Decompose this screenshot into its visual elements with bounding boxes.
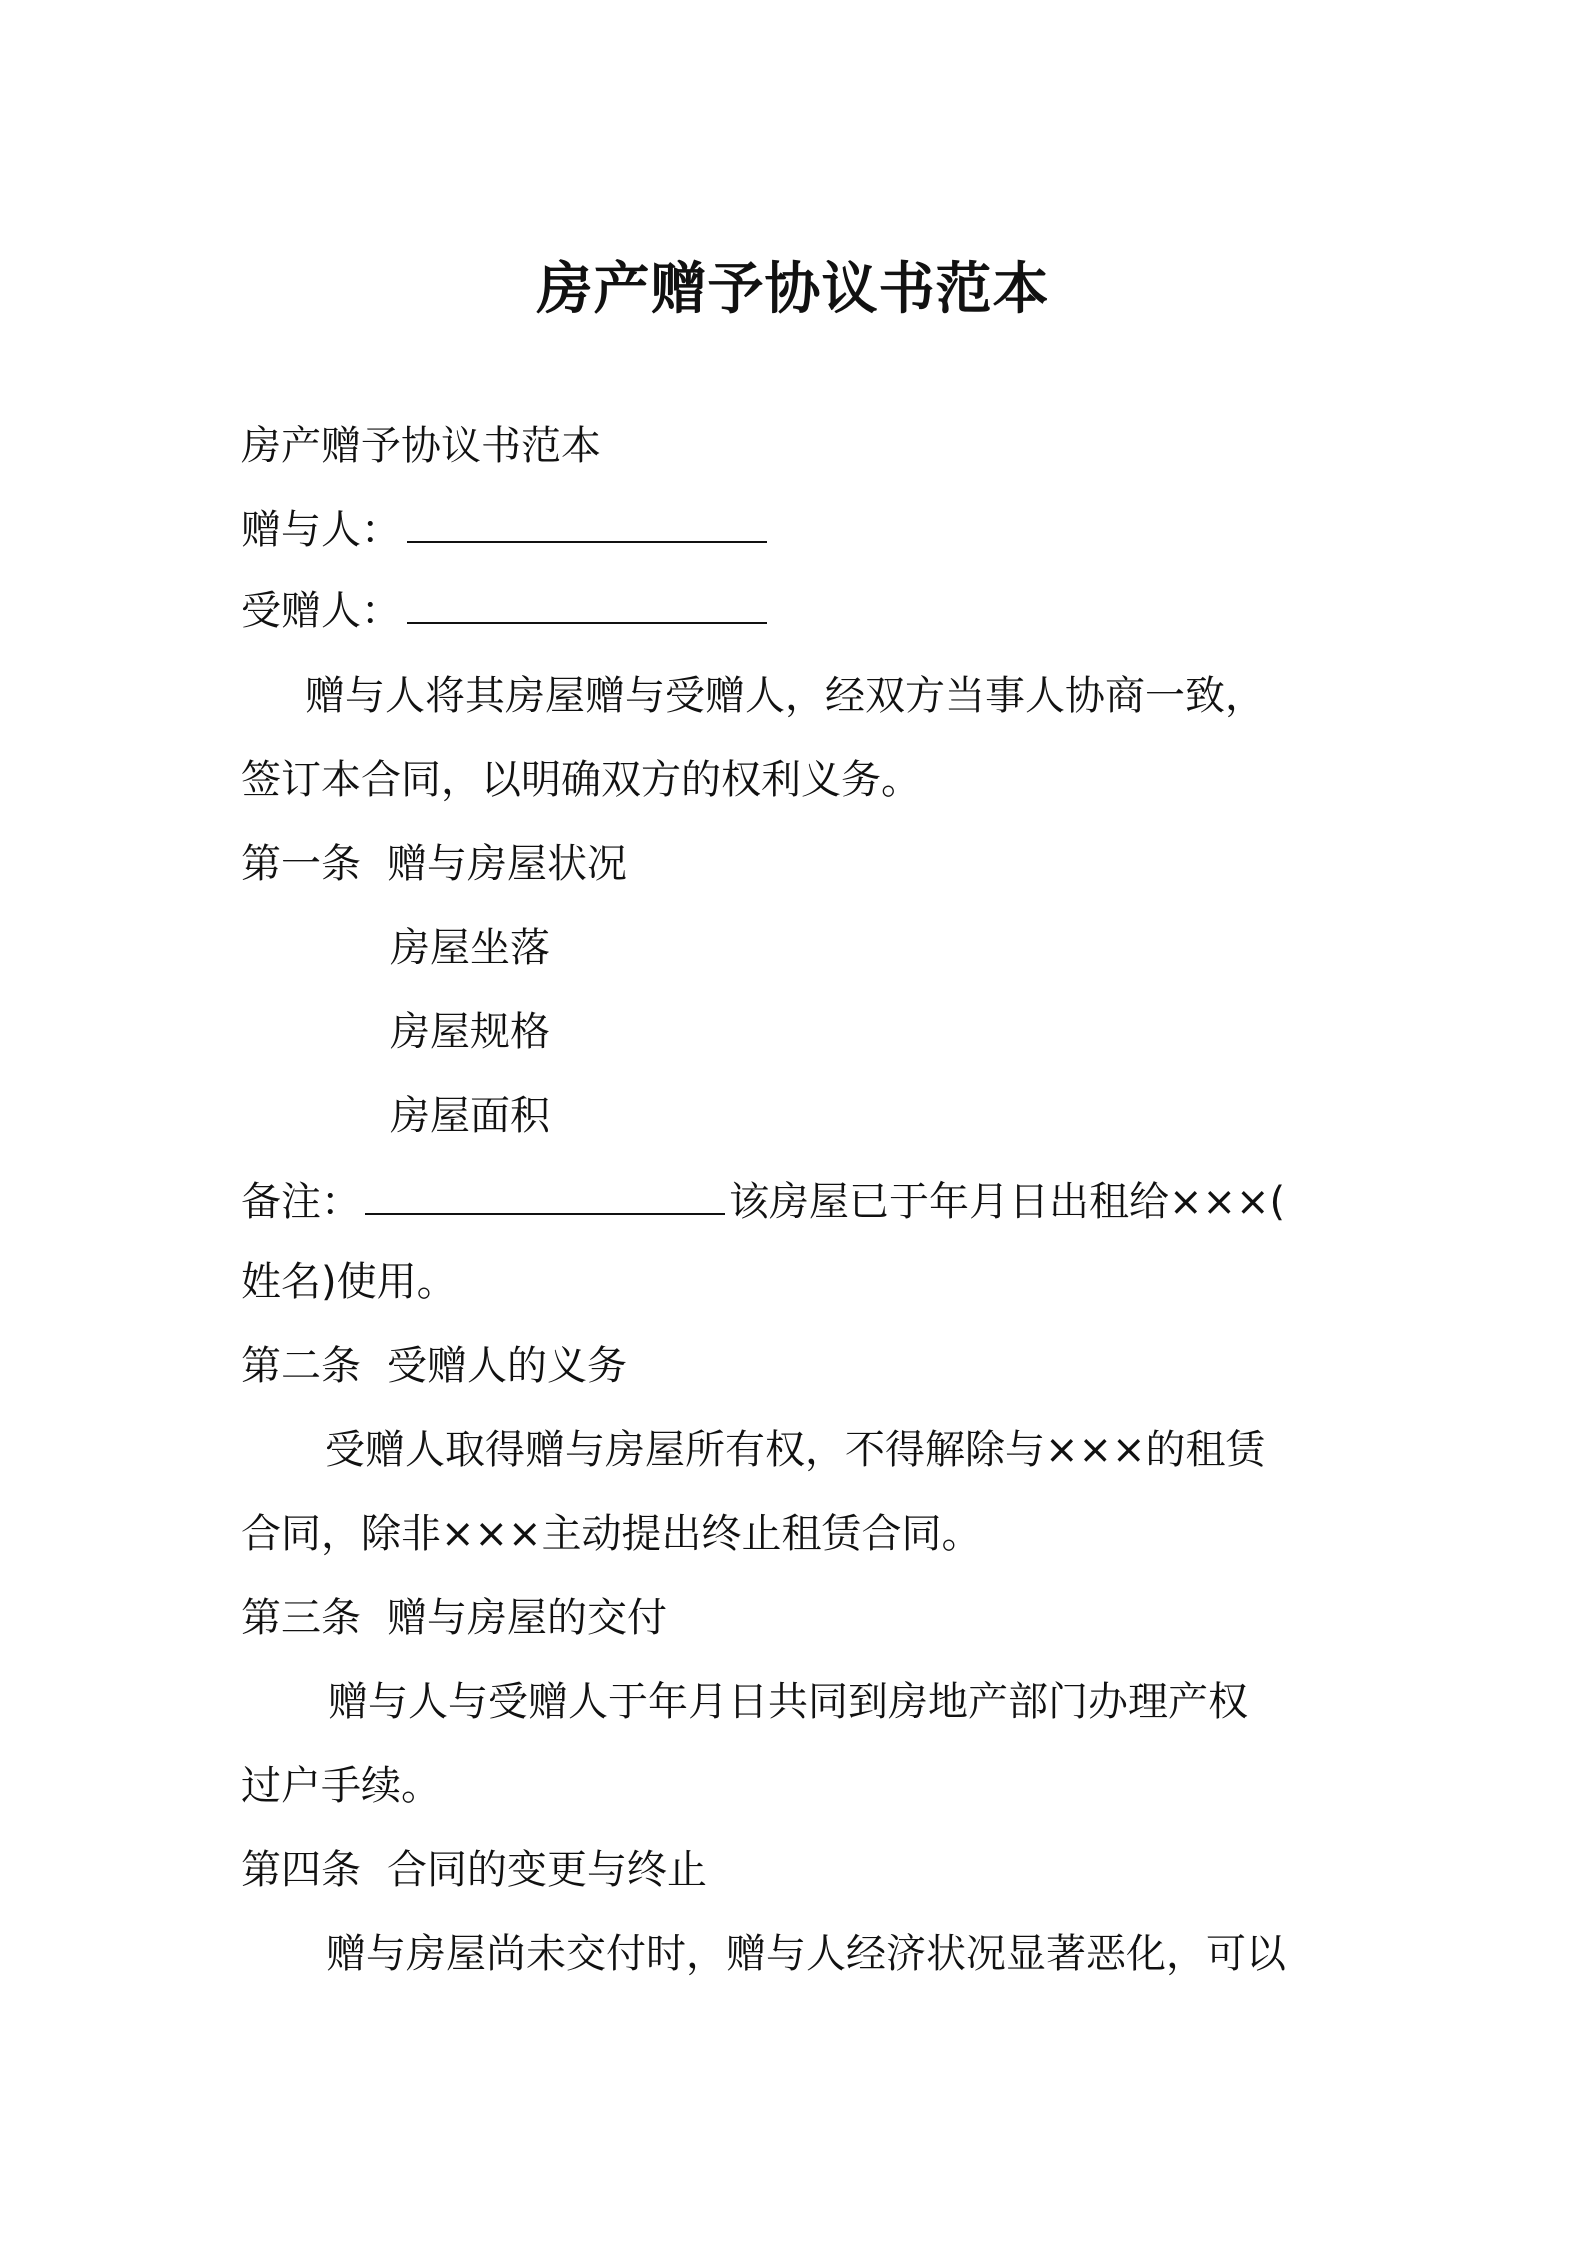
article-2-line-1: 受赠人取得赠与房屋所有权，不得解除与×××的租赁 [325, 1427, 1266, 1473]
article-2-title: 受赠人的义务 [387, 1343, 627, 1389]
article-4-heading [241, 1842, 707, 1898]
article-2-line-2: 合同，除非×××主动提出终止租赁合同。 [241, 1511, 982, 1557]
note-label: 备注： [241, 1179, 361, 1225]
donor-label: 赠与人： [241, 507, 401, 553]
article-2-number: 第二条 [241, 1343, 361, 1389]
article-3-title: 赠与房屋的交付 [387, 1595, 667, 1641]
donee-line [241, 583, 767, 639]
article-3-line-2: 过户手续。 [241, 1763, 441, 1809]
document-subtitle: 房产赠予协议书范本 [241, 423, 601, 469]
article-4-number: 第四条 [241, 1847, 361, 1893]
donor-blank [407, 505, 767, 543]
intro-line-2: 签订本合同，以明确双方的权利义务。 [241, 757, 921, 803]
article-1-item-spec: 房屋规格 [390, 1009, 550, 1055]
article-4-title: 合同的变更与终止 [387, 1847, 707, 1893]
note-blank [365, 1177, 725, 1215]
donee-label: 受赠人： [241, 588, 401, 634]
article-1-item-area: 房屋面积 [390, 1093, 550, 1139]
article-2-heading [241, 1338, 627, 1394]
intro-line-1: 赠与人将其房屋赠与受赠人，经双方当事人协商一致， [305, 673, 1265, 719]
article-4-line-1: 赠与房屋尚未交付时，赠与人经济状况显著恶化，可以 [326, 1931, 1286, 1977]
article-3-heading [241, 1590, 667, 1646]
donee-blank [407, 586, 767, 624]
article-3-line-1: 赠与人与受赠人于年月日共同到房地产部门办理产权 [328, 1679, 1248, 1725]
donor-line [241, 502, 767, 558]
article-1-item-location: 房屋坐落 [390, 925, 550, 971]
article-1-number: 第一条 [241, 841, 361, 887]
note-text: 该房屋已于年月日出租给×××( [729, 1179, 1286, 1225]
article-1-title: 赠与房屋状况 [387, 841, 627, 887]
article-1-heading [241, 836, 627, 892]
note-line-1 [241, 1174, 1285, 1230]
note-line-2: 姓名)使用。 [241, 1259, 457, 1305]
article-3-number: 第三条 [241, 1595, 361, 1641]
document-title: 房产赠予协议书范本 [536, 257, 1050, 322]
